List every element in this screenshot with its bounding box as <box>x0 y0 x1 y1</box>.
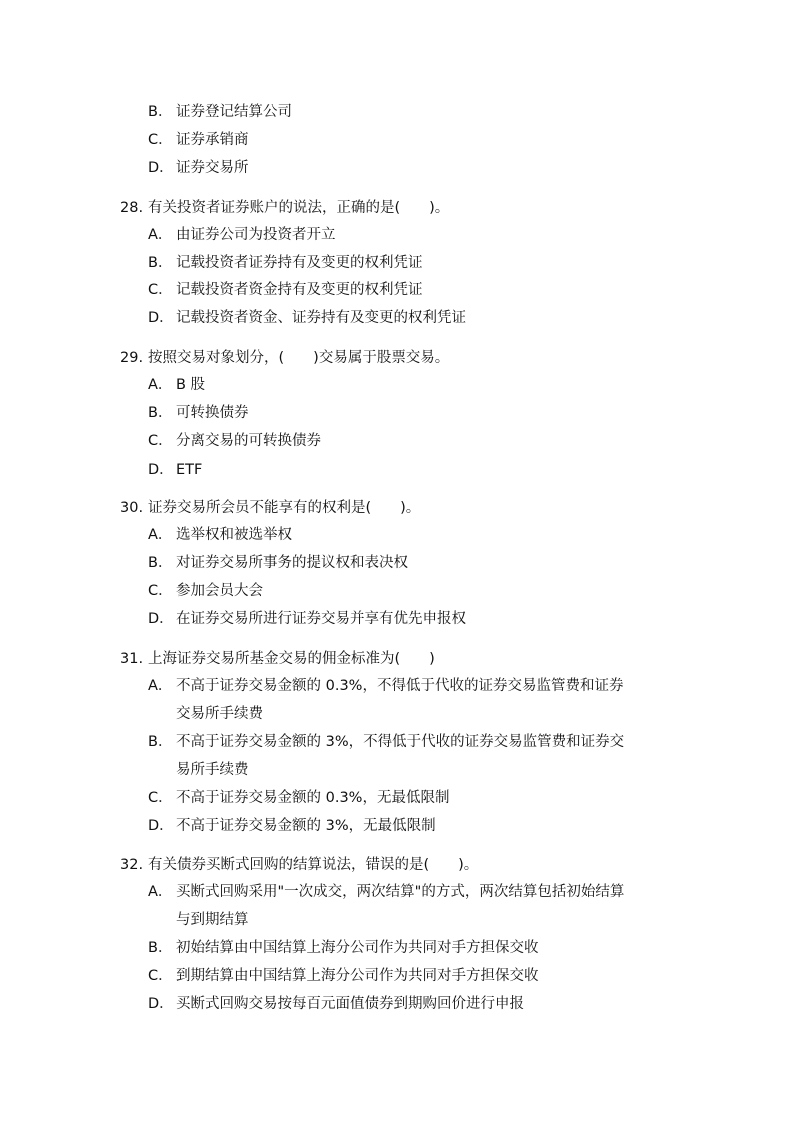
option-b <box>148 249 678 277</box>
option-letter: C． <box>148 968 173 984</box>
option-a <box>148 371 678 399</box>
option-letter: C． <box>148 790 173 806</box>
option-letter: D． <box>148 462 174 478</box>
option-text: 记载投资者资金、证券持有及变更的权利凭证 <box>176 310 466 326</box>
option-text: 不高于证券交易金额的 3%，不得低于代收的证券交易监管费和证券交 <box>176 734 625 750</box>
question-text: 上海证券交易所基金交易的佣金标准为( ) <box>148 651 435 667</box>
option-text: 分离交易的可转换债券 <box>176 433 321 449</box>
option-text: 证券承销商 <box>176 132 249 148</box>
option-text: 在证券交易所进行证券交易并享有优先申报权 <box>176 611 466 627</box>
option-letter: B． <box>148 734 173 750</box>
option-c <box>148 784 678 812</box>
option-letter: C． <box>148 132 173 148</box>
option-letter: D． <box>148 160 174 176</box>
option-c <box>148 126 678 154</box>
option-d <box>148 605 678 633</box>
option-letter: D． <box>148 996 174 1012</box>
option-c <box>148 577 678 605</box>
option-text: 证券交易所 <box>176 160 249 176</box>
option-letter: B． <box>148 255 173 271</box>
option-letter: A． <box>148 884 173 900</box>
question-number: 30. <box>120 500 144 516</box>
option-letter: A． <box>148 227 173 243</box>
question-number: 31. <box>120 651 144 667</box>
option-text: 买断式回购采用"一次成交，两次结算"的方式，两次结算包括初始结算 <box>176 884 625 900</box>
question-text: 证券交易所会员不能享有的权利是( )。 <box>148 500 421 516</box>
question-32 <box>120 851 478 879</box>
option-letter: B． <box>148 104 173 120</box>
option-text: 记载投资者资金持有及变更的权利凭证 <box>176 282 423 298</box>
option-letter: C． <box>148 433 173 449</box>
option-d <box>148 812 678 840</box>
question-text: 有关债券买断式回购的结算说法，错误的是( )。 <box>148 857 479 873</box>
option-text: 不高于证券交易金额的 0.3%，无最低限制 <box>176 790 450 806</box>
option-letter: B． <box>148 940 173 956</box>
option-text: 到期结算由中国结算上海分公司作为共同对手方担保交收 <box>176 968 539 984</box>
option-text: 选举权和被选举权 <box>176 527 292 543</box>
option-text: 初始结算由中国结算上海分公司作为共同对手方担保交收 <box>176 940 539 956</box>
option-text: 对证券交易所事务的提议权和表决权 <box>176 555 408 571</box>
question-28 <box>120 194 449 222</box>
option-b <box>148 549 678 577</box>
option-a <box>148 221 678 249</box>
option-text-continued: 易所手续费 <box>176 762 249 778</box>
option-letter: B． <box>148 405 173 421</box>
question-number: 28. <box>120 200 144 216</box>
option-d <box>148 456 678 484</box>
option-c <box>148 427 678 455</box>
option-letter: C． <box>148 583 173 599</box>
option-text: 参加会员大会 <box>176 583 263 599</box>
option-text: 证券登记结算公司 <box>176 104 292 120</box>
option-b <box>148 399 678 427</box>
option-text: 由证券公司为投资者开立 <box>176 227 336 243</box>
option-text-continued: 与到期结算 <box>176 912 249 928</box>
option-d <box>148 304 678 332</box>
option-b <box>148 728 678 784</box>
option-letter: D． <box>148 310 174 326</box>
question-30 <box>120 494 420 522</box>
question-number: 29. <box>120 350 144 366</box>
option-b <box>148 934 678 962</box>
question-text: 按照交易对象划分，( )交易属于股票交易。 <box>148 350 450 366</box>
option-text: 可转换债券 <box>176 405 249 421</box>
option-text: 买断式回购交易按每百元面值债券到期购回价进行申报 <box>176 996 524 1012</box>
option-letter: D． <box>148 611 174 627</box>
option-text-continued: 交易所手续费 <box>176 706 263 722</box>
option-text: 记载投资者证券持有及变更的权利凭证 <box>176 255 423 271</box>
question-number: 32. <box>120 857 144 873</box>
option-a <box>148 878 678 934</box>
question-29 <box>120 344 449 372</box>
question-text: 有关投资者证券账户的说法，正确的是( )。 <box>148 200 450 216</box>
option-letter: A． <box>148 678 173 694</box>
option-letter: B． <box>148 555 173 571</box>
option-d <box>148 154 678 182</box>
option-a <box>148 672 678 728</box>
option-text: 不高于证券交易金额的 3%，无最低限制 <box>176 818 436 834</box>
option-c <box>148 962 678 990</box>
option-letter: A． <box>148 377 173 393</box>
option-text: 不高于证券交易金额的 0.3%，不得低于代收的证券交易监管费和证券 <box>176 678 624 694</box>
option-text: B 股 <box>176 377 206 393</box>
option-letter: C． <box>148 282 173 298</box>
option-b <box>148 98 678 126</box>
question-31 <box>120 645 435 673</box>
option-d <box>148 990 678 1018</box>
option-c <box>148 276 678 304</box>
option-text: ETF <box>176 462 203 478</box>
option-letter: A． <box>148 527 173 543</box>
option-letter: D． <box>148 818 174 834</box>
option-a <box>148 521 678 549</box>
